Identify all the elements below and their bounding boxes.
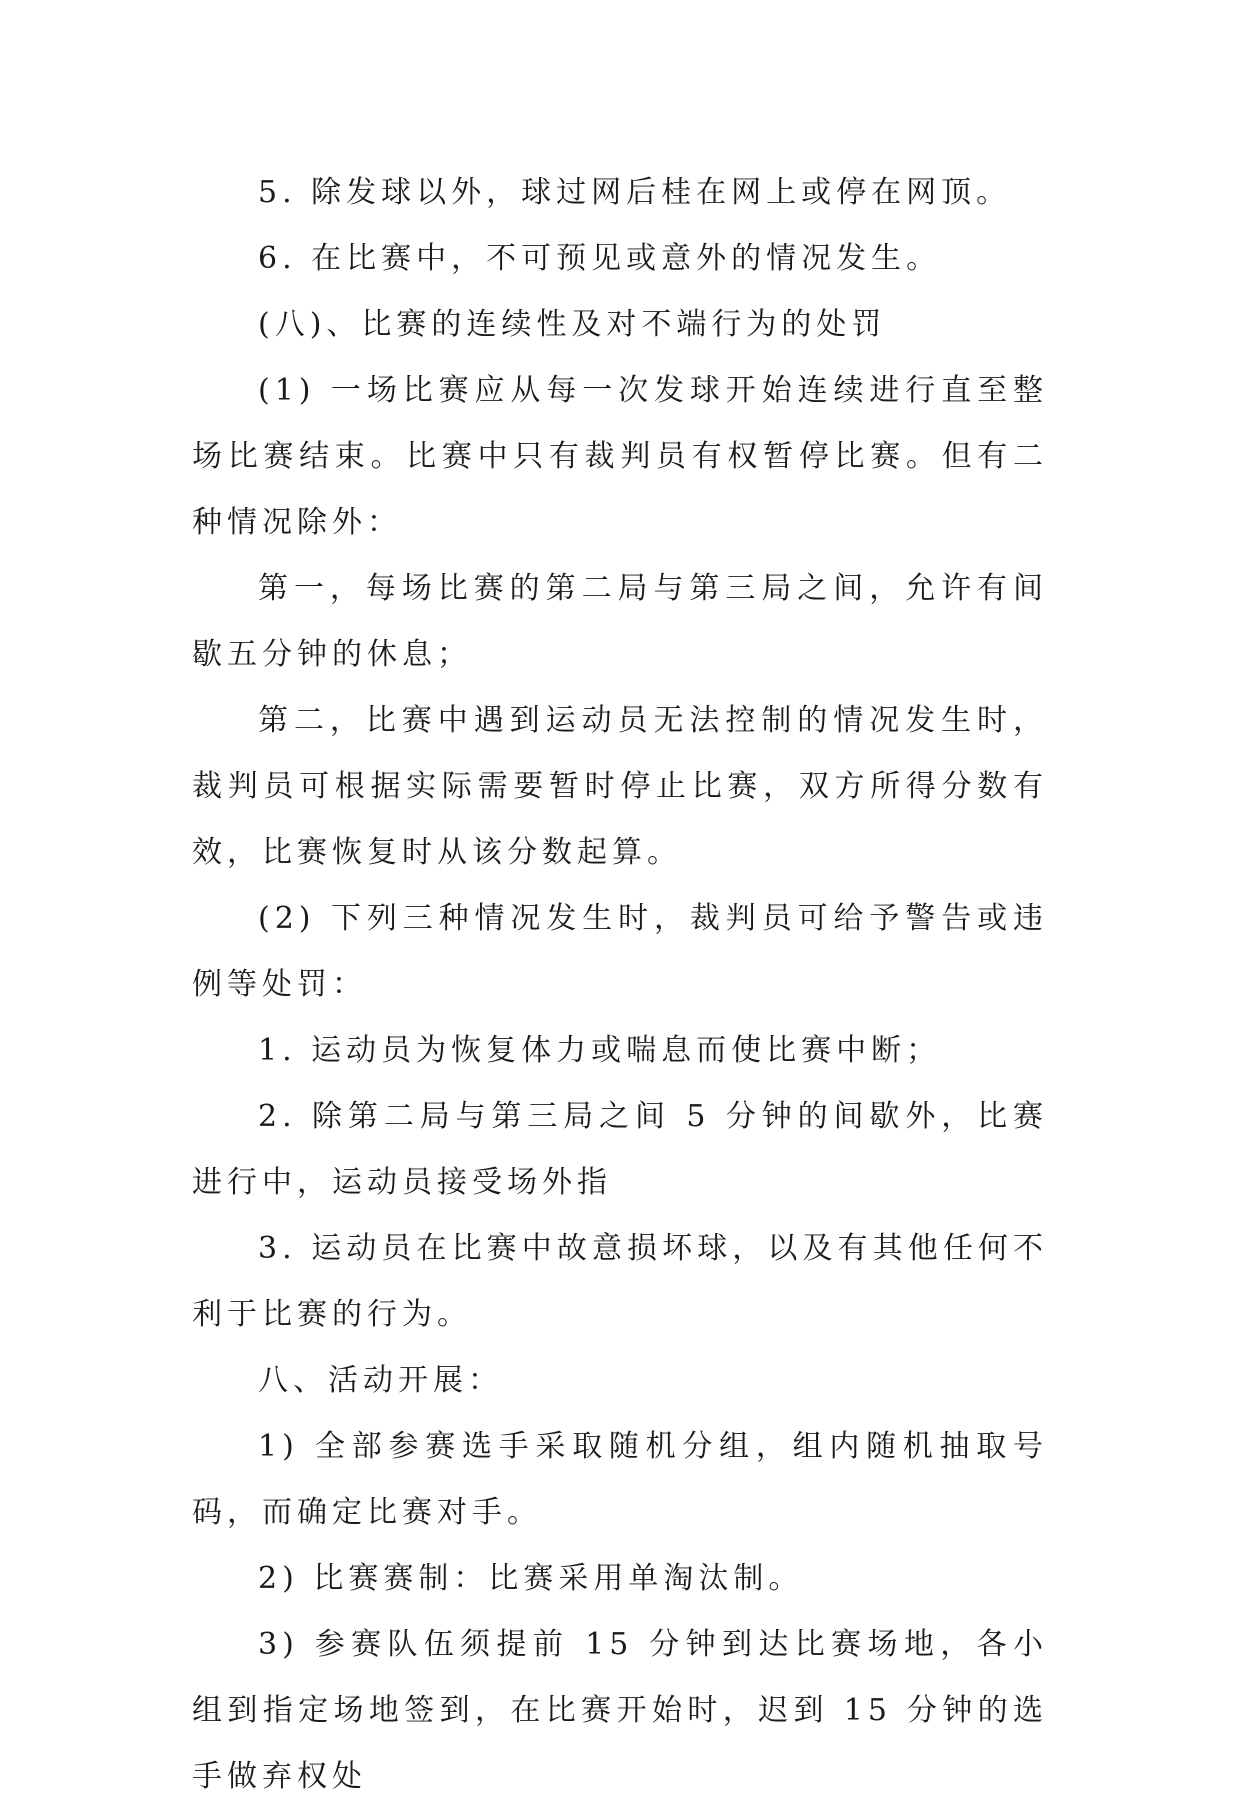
- paragraph-exception-first: 第一，每场比赛的第二局与第三局之间，允许有间歇五分钟的休息；: [192, 571, 1048, 672]
- paragraph-rule-5: 5. 除发球以外，球过网后桂在网上或停在网顶。: [258, 175, 1012, 210]
- paragraph-activity-2: 2) 比赛赛制：比赛采用单淘汰制。: [258, 1561, 804, 1596]
- document-body: [192, 160, 1048, 1810]
- paragraph-rule-6: 6. 在比赛中，不可预见或意外的情况发生。: [258, 241, 942, 276]
- paragraph-exception-second: 第二，比赛中遇到运动员无法控制的情况发生时，裁判员可根据实际需要暂时停止比赛，双方所得分数有效，比赛恢复时从该分数起算。: [192, 703, 1048, 870]
- paragraph-penalties-2: (2) 下列三种情况发生时，裁判员可给予警告或违例等处罚：: [192, 901, 1048, 1002]
- section-heading-continuity: (八)、比赛的连续性及对不端行为的处罚: [258, 307, 887, 342]
- paragraph-activity-1: 1) 全部参赛选手采取随机分组，组内随机抽取号码，而确定比赛对手。: [192, 1429, 1048, 1530]
- paragraph-penalty-3: 3. 运动员在比赛中故意损坏球，以及有其他任何不利于比赛的行为。: [192, 1231, 1048, 1332]
- paragraph-penalty-1: 1. 运动员为恢复体力或喘息而使比赛中断；: [258, 1033, 942, 1068]
- section-heading-activities: 八、活动开展：: [258, 1363, 503, 1398]
- paragraph-activity-3: 3) 参赛队伍须提前 15 分钟到达比赛场地，各小组到指定场地签到，在比赛开始时，迟到 15 分钟的选手做弃权处: [192, 1627, 1048, 1794]
- paragraph-penalty-2: 2. 除第二局与第三局之间 5 分钟的间歇外，比赛进行中，运动员接受场外指: [192, 1099, 1048, 1200]
- paragraph-continuity-1: (1) 一场比赛应从每一次发球开始连续进行直至整场比赛结束。比赛中只有裁判员有权暂停比赛。但有二种情况除外：: [192, 373, 1048, 540]
